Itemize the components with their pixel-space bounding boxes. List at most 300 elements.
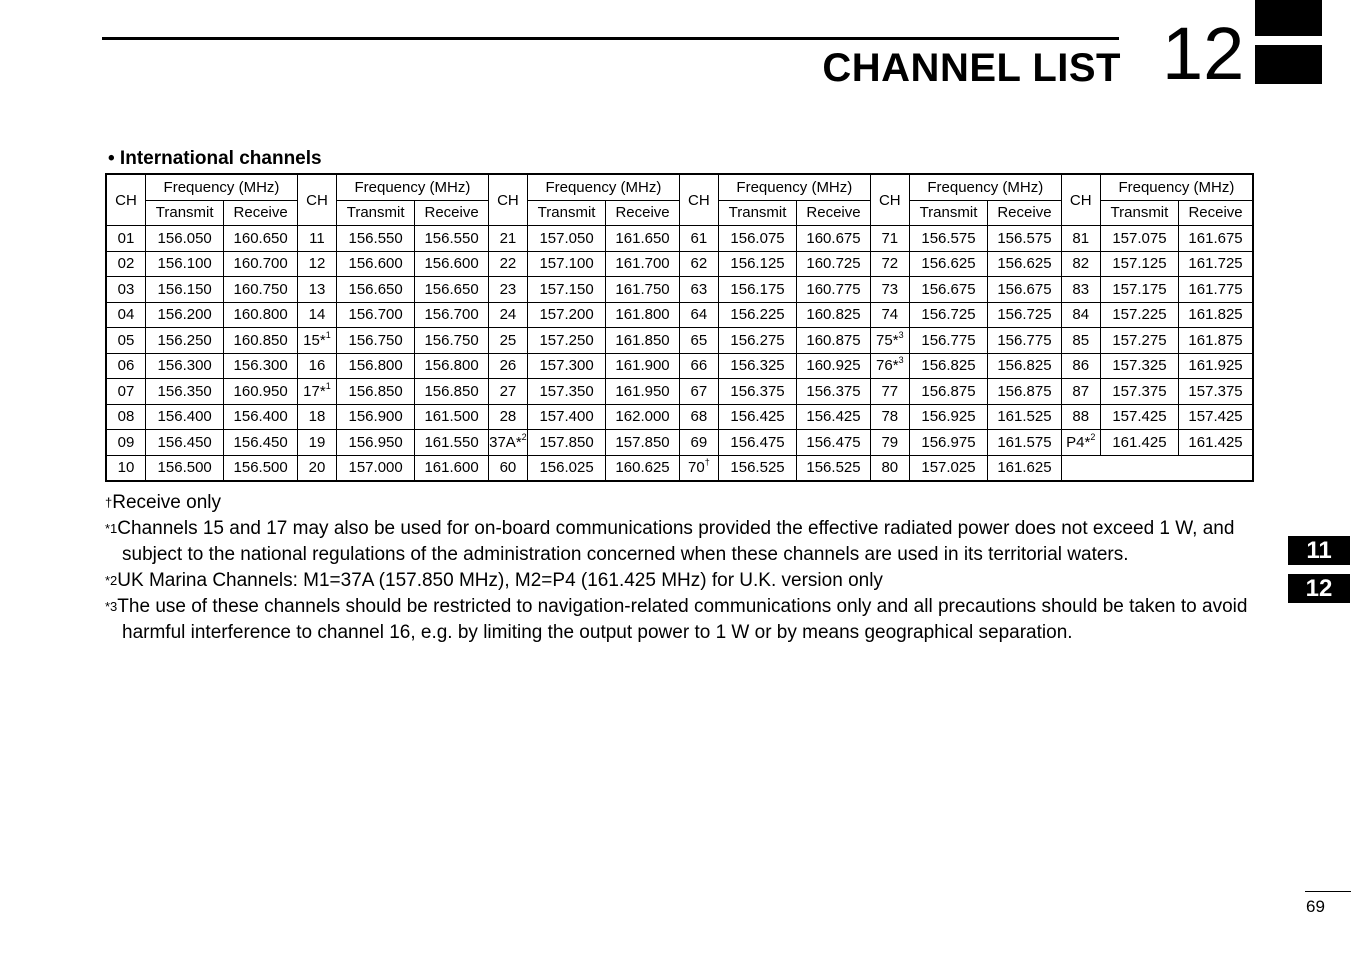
receive-cell: 161.525 <box>988 404 1062 430</box>
channel-number: 16 <box>308 357 326 375</box>
channel-number: 11 <box>309 229 325 247</box>
transmit-cell: 156.600 <box>336 251 414 277</box>
receive-cell: 156.675 <box>988 277 1062 303</box>
channel-number: 04 <box>117 306 135 324</box>
transmit-cell: 157.150 <box>527 277 605 303</box>
transmit-cell: 156.050 <box>146 226 224 252</box>
receive-cell: 161.425 <box>1179 430 1253 456</box>
transmit-cell: 157.225 <box>1100 302 1178 328</box>
channel-cell <box>297 353 336 379</box>
channel-cell <box>106 404 146 430</box>
channel-number: 72 <box>881 255 899 273</box>
channel-cell <box>1061 251 1100 277</box>
page-number: 69 <box>1306 897 1325 916</box>
receive-cell: 160.625 <box>606 455 680 481</box>
channel-cell <box>870 353 909 379</box>
receive-header: Receive <box>988 200 1062 226</box>
transmit-cell: 157.275 <box>1100 328 1178 354</box>
transmit-cell: 156.225 <box>718 302 796 328</box>
transmit-cell: 156.425 <box>718 404 796 430</box>
receive-cell: 162.000 <box>606 404 680 430</box>
channel-cell <box>106 455 146 481</box>
channel-number: 87 <box>1072 382 1090 400</box>
transmit-cell: 156.675 <box>909 277 987 303</box>
channel-cell <box>106 379 146 405</box>
receive-cell: 160.825 <box>797 302 871 328</box>
footnote-ref: 1 <box>325 380 331 391</box>
receive-cell: 156.875 <box>988 379 1062 405</box>
channel-cell <box>870 379 909 405</box>
channel-cell <box>679 226 718 252</box>
frequency-header: Frequency (MHz) <box>146 174 298 200</box>
receive-cell: 157.425 <box>1179 404 1253 430</box>
footnote-2 <box>105 568 1265 594</box>
transmit-cell: 157.100 <box>527 251 605 277</box>
table-row <box>106 379 1253 405</box>
channel-number: 17* <box>303 382 326 400</box>
transmit-cell: 156.350 <box>146 379 224 405</box>
channel-number: 09 <box>117 433 135 451</box>
channel-cell <box>488 251 527 277</box>
channel-number: 84 <box>1072 306 1090 324</box>
receive-cell: 160.875 <box>797 328 871 354</box>
receive-cell: 160.950 <box>224 379 298 405</box>
receive-cell: 156.700 <box>415 302 489 328</box>
transmit-cell: 156.475 <box>718 430 796 456</box>
receive-cell: 156.475 <box>797 430 871 456</box>
channel-number: 20 <box>308 459 326 477</box>
receive-cell: 160.800 <box>224 302 298 328</box>
channel-cell <box>106 251 146 277</box>
receive-cell: 160.850 <box>224 328 298 354</box>
receive-cell: 161.675 <box>1179 226 1253 252</box>
channel-number: 28 <box>499 408 517 426</box>
table-row <box>106 302 1253 328</box>
footnote-receive-only <box>105 490 1265 516</box>
transmit-cell: 156.725 <box>909 302 987 328</box>
receive-cell: 156.750 <box>415 328 489 354</box>
table-row <box>106 328 1253 354</box>
transmit-cell: 156.175 <box>718 277 796 303</box>
channel-number: P4* <box>1066 433 1091 451</box>
receive-cell: 161.575 <box>988 430 1062 456</box>
footnote-text: Channels 15 and 17 may also be used for on-board communications provided the effective radiated power does not exceed 1 W, and subject to the national regulations of the administration concerned when these channels are used in its territorial waters. <box>117 518 1235 565</box>
transmit-cell: 156.325 <box>718 353 796 379</box>
channel-cell <box>1061 226 1100 252</box>
channel-number: 65 <box>690 331 708 349</box>
channel-number: 64 <box>690 306 708 324</box>
receive-cell: 156.650 <box>415 277 489 303</box>
receive-cell: 161.825 <box>1179 302 1253 328</box>
ch-header: CH <box>106 174 146 226</box>
receive-header: Receive <box>415 200 489 226</box>
footnote-ref: † <box>704 457 710 468</box>
transmit-cell: 156.700 <box>336 302 414 328</box>
receive-cell: 161.550 <box>415 430 489 456</box>
transmit-cell: 156.375 <box>718 379 796 405</box>
channel-number: 80 <box>881 459 899 477</box>
channel-number: 82 <box>1072 255 1090 273</box>
transmit-cell: 157.125 <box>1100 251 1178 277</box>
channel-number: 66 <box>690 357 708 375</box>
channel-number: 06 <box>117 357 135 375</box>
footnote-ref: 2 <box>1090 431 1096 442</box>
receive-cell: 156.300 <box>224 353 298 379</box>
footnote-text: The use of these channels should be restricted to navigation-related communications only and all precautions should be taken to avoid harmful interference to channel 16, e.g. by limiting the output power to 1 W or by means geographical separation. <box>117 596 1248 643</box>
table-body <box>106 226 1253 482</box>
channel-cell <box>297 302 336 328</box>
channel-cell <box>679 302 718 328</box>
channel-number: 79 <box>881 433 899 451</box>
page-title: CHANNEL LIST <box>822 46 1121 90</box>
receive-cell: 160.725 <box>797 251 871 277</box>
channel-number: 12 <box>308 255 326 273</box>
table-row <box>106 353 1253 379</box>
transmit-cell: 156.750 <box>336 328 414 354</box>
transmit-cell: 156.150 <box>146 277 224 303</box>
channel-cell <box>870 251 909 277</box>
transmit-cell: 157.375 <box>1100 379 1178 405</box>
transmit-cell: 156.300 <box>146 353 224 379</box>
transmit-cell: 157.425 <box>1100 404 1178 430</box>
receive-cell: 156.600 <box>415 251 489 277</box>
transmit-cell: 156.025 <box>527 455 605 481</box>
channel-number: 08 <box>117 408 135 426</box>
table-header-row <box>106 174 1253 200</box>
channel-number: 85 <box>1072 331 1090 349</box>
transmit-header: Transmit <box>909 200 987 226</box>
channel-cell <box>297 379 336 405</box>
receive-cell: 161.650 <box>606 226 680 252</box>
channel-cell <box>679 404 718 430</box>
channel-cell <box>297 328 336 354</box>
channel-cell <box>870 328 909 354</box>
receive-cell: 157.850 <box>606 430 680 456</box>
ch-header: CH <box>679 174 718 226</box>
channel-cell <box>106 353 146 379</box>
ch-header: CH <box>488 174 527 226</box>
receive-cell: 156.525 <box>797 455 871 481</box>
frequency-header: Frequency (MHz) <box>1100 174 1253 200</box>
receive-cell: 156.850 <box>415 379 489 405</box>
transmit-cell: 156.525 <box>718 455 796 481</box>
receive-cell: 160.925 <box>797 353 871 379</box>
channel-cell <box>1061 328 1100 354</box>
channel-cell <box>488 353 527 379</box>
receive-cell: 156.775 <box>988 328 1062 354</box>
transmit-cell: 156.825 <box>909 353 987 379</box>
receive-cell: 156.375 <box>797 379 871 405</box>
frequency-header: Frequency (MHz) <box>718 174 870 200</box>
ch-header: CH <box>297 174 336 226</box>
channel-cell <box>488 379 527 405</box>
receive-cell: 156.500 <box>224 455 298 481</box>
channel-number: 75* <box>876 331 899 349</box>
transmit-cell: 156.975 <box>909 430 987 456</box>
footnote-mark: *2 <box>105 573 118 588</box>
ch-header: CH <box>870 174 909 226</box>
transmit-cell: 156.800 <box>336 353 414 379</box>
channel-cell <box>488 430 527 456</box>
channel-cell <box>1061 277 1100 303</box>
channel-cell <box>679 328 718 354</box>
channel-cell <box>297 277 336 303</box>
footnote-mark: *1 <box>105 521 118 536</box>
receive-cell: 160.700 <box>224 251 298 277</box>
chapter-tab-block <box>1255 0 1322 36</box>
side-tab-chapter-12[interactable]: 12 <box>1288 574 1350 603</box>
channel-cell <box>870 226 909 252</box>
transmit-cell: 156.850 <box>336 379 414 405</box>
channel-cell <box>488 302 527 328</box>
channel-number: 18 <box>308 408 326 426</box>
transmit-cell: 156.200 <box>146 302 224 328</box>
transmit-cell: 156.575 <box>909 226 987 252</box>
channel-number: 68 <box>690 408 708 426</box>
channel-number: 77 <box>881 382 899 400</box>
footnote-ref: 1 <box>325 329 331 340</box>
channel-cell <box>1061 430 1100 456</box>
receive-cell: 157.375 <box>1179 379 1253 405</box>
channel-number: 10 <box>117 459 135 477</box>
transmit-cell: 156.775 <box>909 328 987 354</box>
channel-number: 69 <box>690 433 708 451</box>
footnote-ref: 3 <box>898 355 904 366</box>
transmit-cell: 156.400 <box>146 404 224 430</box>
transmit-cell: 157.850 <box>527 430 605 456</box>
section-heading: • International channels <box>108 148 322 169</box>
channel-cell <box>870 277 909 303</box>
receive-cell: 160.775 <box>797 277 871 303</box>
receive-header: Receive <box>1179 200 1253 226</box>
receive-cell: 161.775 <box>1179 277 1253 303</box>
receive-cell: 161.725 <box>1179 251 1253 277</box>
transmit-cell: 157.050 <box>527 226 605 252</box>
channel-number: 83 <box>1072 280 1090 298</box>
channel-number: 22 <box>499 255 517 273</box>
channel-cell <box>488 404 527 430</box>
receive-header: Receive <box>606 200 680 226</box>
channel-cell <box>106 302 146 328</box>
receive-cell: 156.450 <box>224 430 298 456</box>
transmit-cell: 157.400 <box>527 404 605 430</box>
table-row <box>106 226 1253 252</box>
transmit-header: Transmit <box>718 200 796 226</box>
channel-cell <box>1061 302 1100 328</box>
transmit-cell: 157.075 <box>1100 226 1178 252</box>
channel-cell <box>679 251 718 277</box>
transmit-cell: 156.500 <box>146 455 224 481</box>
channel-number: 78 <box>881 408 899 426</box>
transmit-cell: 156.550 <box>336 226 414 252</box>
transmit-header: Transmit <box>336 200 414 226</box>
channel-number: 07 <box>117 382 135 400</box>
channel-cell <box>488 455 527 481</box>
receive-cell: 161.900 <box>606 353 680 379</box>
receive-cell: 160.650 <box>224 226 298 252</box>
channel-cell <box>679 353 718 379</box>
channel-number: 76* <box>876 357 899 375</box>
receive-cell: 156.725 <box>988 302 1062 328</box>
footnote-ref: 3 <box>898 329 904 340</box>
channel-number: 61 <box>690 229 708 247</box>
receive-cell: 161.600 <box>415 455 489 481</box>
receive-cell: 156.825 <box>988 353 1062 379</box>
channel-table <box>105 173 1254 482</box>
channel-cell <box>297 455 336 481</box>
channel-number: 63 <box>690 280 708 298</box>
channel-number: 62 <box>690 255 708 273</box>
transmit-header: Transmit <box>146 200 224 226</box>
transmit-cell: 157.200 <box>527 302 605 328</box>
channel-number: 02 <box>117 255 135 273</box>
frequency-header: Frequency (MHz) <box>336 174 488 200</box>
channel-number: 19 <box>308 433 326 451</box>
channel-number: 03 <box>117 280 135 298</box>
receive-cell: 160.750 <box>224 277 298 303</box>
channel-number: 01 <box>117 229 135 247</box>
channel-number: 88 <box>1072 408 1090 426</box>
transmit-cell: 157.250 <box>527 328 605 354</box>
table-row <box>106 277 1253 303</box>
transmit-cell: 156.100 <box>146 251 224 277</box>
transmit-cell: 156.125 <box>718 251 796 277</box>
receive-header: Receive <box>797 200 871 226</box>
channel-cell <box>870 302 909 328</box>
channel-number: 24 <box>499 306 517 324</box>
receive-cell: 160.675 <box>797 226 871 252</box>
channel-number: 71 <box>881 229 899 247</box>
channel-cell <box>488 328 527 354</box>
channel-cell <box>297 430 336 456</box>
receive-cell: 156.575 <box>988 226 1062 252</box>
channel-cell <box>1061 353 1100 379</box>
transmit-cell: 156.275 <box>718 328 796 354</box>
frequency-header: Frequency (MHz) <box>909 174 1061 200</box>
receive-cell: 156.400 <box>224 404 298 430</box>
channel-number: 81 <box>1072 229 1090 247</box>
channel-cell <box>679 430 718 456</box>
channel-cell <box>870 404 909 430</box>
footnote-ref: 2 <box>521 431 527 442</box>
channel-cell <box>297 404 336 430</box>
channel-number: 27 <box>499 382 517 400</box>
channel-cell <box>488 226 527 252</box>
transmit-cell: 157.300 <box>527 353 605 379</box>
transmit-cell: 156.625 <box>909 251 987 277</box>
receive-cell: 161.875 <box>1179 328 1253 354</box>
transmit-cell: 156.875 <box>909 379 987 405</box>
chapter-tab-block <box>1255 45 1322 84</box>
table-row <box>106 455 1253 481</box>
receive-cell: 161.850 <box>606 328 680 354</box>
footnotes <box>105 490 1265 646</box>
channel-number: 70 <box>688 459 705 477</box>
transmit-cell: 156.075 <box>718 226 796 252</box>
table-row <box>106 251 1253 277</box>
receive-cell: 161.800 <box>606 302 680 328</box>
channel-number: 25 <box>499 331 517 349</box>
channel-cell <box>870 455 909 481</box>
channel-cell <box>679 277 718 303</box>
channel-cell <box>106 226 146 252</box>
transmit-cell: 156.950 <box>336 430 414 456</box>
footnote-1 <box>105 516 1265 568</box>
transmit-cell: 156.925 <box>909 404 987 430</box>
channel-number: 86 <box>1072 357 1090 375</box>
receive-cell: 161.750 <box>606 277 680 303</box>
receive-cell: 161.500 <box>415 404 489 430</box>
channel-number: 13 <box>308 280 326 298</box>
transmit-cell: 156.900 <box>336 404 414 430</box>
channel-cell <box>1061 379 1100 405</box>
channel-number: 05 <box>117 331 135 349</box>
chapter-number: 12 <box>1162 12 1245 95</box>
footer-rule <box>1305 891 1351 892</box>
ch-header: CH <box>1061 174 1100 226</box>
channel-cell <box>679 455 718 481</box>
channel-number: 26 <box>499 357 517 375</box>
channel-cell <box>106 328 146 354</box>
transmit-cell: 157.175 <box>1100 277 1178 303</box>
channel-number: 73 <box>881 280 899 298</box>
receive-cell: 156.425 <box>797 404 871 430</box>
header-rule <box>102 37 1119 40</box>
channel-number: 23 <box>499 280 517 298</box>
channel-cell <box>106 430 146 456</box>
channel-cell <box>488 277 527 303</box>
channel-number: 21 <box>499 229 517 247</box>
frequency-header: Frequency (MHz) <box>527 174 679 200</box>
channel-number: 15* <box>303 331 326 349</box>
footnote-3 <box>105 594 1265 646</box>
receive-cell: 156.550 <box>415 226 489 252</box>
dagger-mark: † <box>105 495 113 510</box>
transmit-cell: 161.425 <box>1100 430 1178 456</box>
channel-cell <box>106 277 146 303</box>
footnote-mark: *3 <box>105 599 118 614</box>
footnote-text: Receive only <box>112 492 222 513</box>
table-row <box>106 430 1253 456</box>
receive-header: Receive <box>224 200 298 226</box>
transmit-header: Transmit <box>527 200 605 226</box>
transmit-cell: 156.650 <box>336 277 414 303</box>
transmit-cell: 156.450 <box>146 430 224 456</box>
transmit-cell: 157.325 <box>1100 353 1178 379</box>
receive-cell: 161.700 <box>606 251 680 277</box>
receive-cell: 156.800 <box>415 353 489 379</box>
transmit-cell: 157.000 <box>336 455 414 481</box>
transmit-cell: 157.025 <box>909 455 987 481</box>
receive-cell: 161.950 <box>606 379 680 405</box>
channel-number: 67 <box>690 382 708 400</box>
channel-cell <box>297 226 336 252</box>
channel-number: 14 <box>308 306 326 324</box>
receive-cell: 161.925 <box>1179 353 1253 379</box>
transmit-cell: 156.250 <box>146 328 224 354</box>
channel-number: 37A* <box>489 433 522 451</box>
channel-number: 60 <box>499 459 517 477</box>
footnote-text: UK Marina Channels: M1=37A (157.850 MHz), M2=P4 (161.425 MHz) for U.K. version only <box>117 570 883 591</box>
empty-cell <box>1061 455 1253 481</box>
channel-cell <box>679 379 718 405</box>
table-row <box>106 404 1253 430</box>
channel-cell <box>870 430 909 456</box>
side-tab-chapter-11[interactable]: 11 <box>1288 536 1350 565</box>
transmit-header: Transmit <box>1100 200 1178 226</box>
channel-number: 74 <box>881 306 899 324</box>
receive-cell: 161.625 <box>988 455 1062 481</box>
